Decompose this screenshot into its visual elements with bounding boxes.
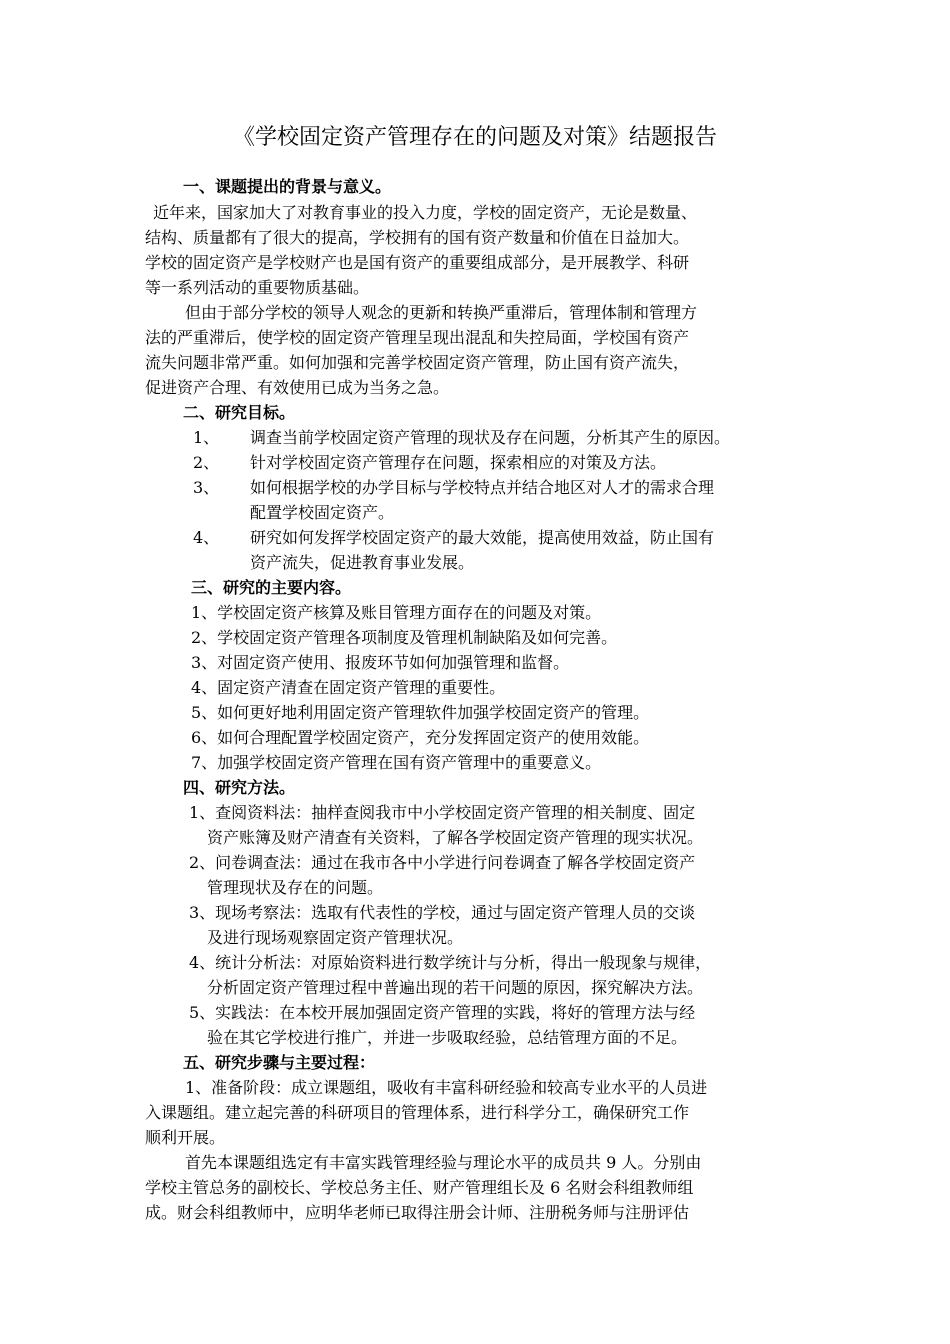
method-line: 2、问卷调查法：通过在我市各中小学进行问卷调查了解各学校固定资产 xyxy=(189,853,696,872)
content-item: 5、如何更好地利用固定资产管理软件加强学校固定资产的管理。 xyxy=(191,703,650,722)
content-item: 1、学校固定资产核算及账目管理方面存在的问题及对策。 xyxy=(191,603,602,622)
s5-p2-line: 成。财会科组教师中，应明华老师已取得注册会计师、注册税务师与注册评估 xyxy=(145,1203,690,1222)
s1-p1-line: 等一系列活动的重要物质基础。 xyxy=(145,278,370,297)
s5-p1-line: 入课题组。建立起完善的科研项目的管理体系，进行科学分工，确保研究工作 xyxy=(145,1103,690,1122)
content-item: 4、固定资产清查在固定资产管理的重要性。 xyxy=(191,678,506,697)
goal-text: 研究如何发挥学校固定资产的最大效能，提高使用效益，防止国有 xyxy=(250,528,715,547)
s1-p2-line: 促进资产合理、有效使用已成为当务之急。 xyxy=(145,378,450,397)
s1-p1-line: 学校的固定资产是学校财产也是国有资产的重要组成部分，是开展教学、科研 xyxy=(145,253,690,272)
goal-text: 调查当前学校固定资产管理的现状及存在问题，分析其产生的原因。 xyxy=(250,428,731,447)
section-1-heading: 一、课题提出的背景与意义。 xyxy=(183,177,392,196)
s5-p1-line: 顺利开展。 xyxy=(145,1128,226,1147)
document-title: 《学校固定资产管理存在的问题及对策》结题报告 xyxy=(232,125,717,150)
content-item: 2、学校固定资产管理各项制度及管理机制缺陷及如何完善。 xyxy=(191,628,618,647)
goal-number: 2、 xyxy=(193,453,220,472)
content-item: 7、加强学校固定资产管理在国有资产管理中的重要意义。 xyxy=(191,753,602,772)
goal-text: 资产流失，促进教育事业发展。 xyxy=(250,553,475,572)
section-2-heading: 二、研究目标。 xyxy=(183,403,296,422)
goal-number: 3、 xyxy=(193,478,220,497)
section-4-heading: 四、研究方法。 xyxy=(183,778,296,797)
s1-p1-line: 结构、质量都有了很大的提高，学校拥有的国有资产数量和价值在日益加大。 xyxy=(145,228,690,247)
goal-number: 4、 xyxy=(193,528,220,547)
method-line: 1、查阅资料法：抽样查阅我市中小学校固定资产管理的相关制度、固定 xyxy=(189,803,696,822)
s1-p2-line: 流失问题非常严重。如何加强和完善学校固定资产管理，防止国有资产流失， xyxy=(145,353,690,372)
section-3-heading: 三、研究的主要内容。 xyxy=(191,578,352,597)
s1-p1-line: 近年来，国家加大了对教育事业的投入力度，学校的固定资产，无论是数量、 xyxy=(153,203,698,222)
method-line: 5、实践法：在本校开展加强固定资产管理的实践，将好的管理方法与经 xyxy=(189,1003,696,1022)
goal-text: 配置学校固定资产。 xyxy=(250,503,395,522)
method-line: 验在其它学校进行推广，并进一步吸取经验，总结管理方面的不足。 xyxy=(207,1028,688,1047)
s5-p1-line: 1、准备阶段：成立课题组，吸收有丰富科研经验和较高专业水平的人员进 xyxy=(185,1078,708,1097)
method-line: 资产账簿及财产清查有关资料，了解各学校固定资产管理的现实状况。 xyxy=(207,828,704,847)
method-line: 4、统计分析法：对原始资料进行数学统计与分析，得出一般现象与规律， xyxy=(189,953,712,972)
s5-p2-line: 学校主管总务的副校长、学校总务主任、财产管理组长及 6 名财会科组教师组 xyxy=(145,1178,694,1197)
s1-p2-line: 但由于部分学校的领导人观念的更新和转换严重滞后，管理体制和管理方 xyxy=(185,303,698,322)
method-line: 分析固定资产管理过程中普遍出现的若干问题的原因，探究解决方法。 xyxy=(207,978,704,997)
method-line: 及进行现场观察固定资产管理状况。 xyxy=(207,928,464,947)
goal-text: 针对学校固定资产管理存在问题，探索相应的对策及方法。 xyxy=(250,453,667,472)
section-5-heading: 五、研究步骤与主要过程： xyxy=(183,1053,376,1072)
goal-number: 1、 xyxy=(193,428,220,447)
method-line: 3、现场考察法：选取有代表性的学校，通过与固定资产管理人员的交谈 xyxy=(189,903,696,922)
s5-p2-line: 首先本课题组选定有丰富实践管理经验与理论水平的成员共 9 人。分别由 xyxy=(185,1153,702,1172)
content-item: 6、如何合理配置学校固定资产，充分发挥固定资产的使用效能。 xyxy=(191,728,650,747)
content-item: 3、对固定资产使用、报废环节如何加强管理和监督。 xyxy=(191,653,570,672)
goal-text: 如何根据学校的办学目标与学校特点并结合地区对人才的需求合理 xyxy=(250,478,715,497)
method-line: 管理现状及存在的问题。 xyxy=(207,878,384,897)
s1-p2-line: 法的严重滞后，使学校的固定资产管理呈现出混乱和失控局面，学校国有资产 xyxy=(145,328,690,347)
